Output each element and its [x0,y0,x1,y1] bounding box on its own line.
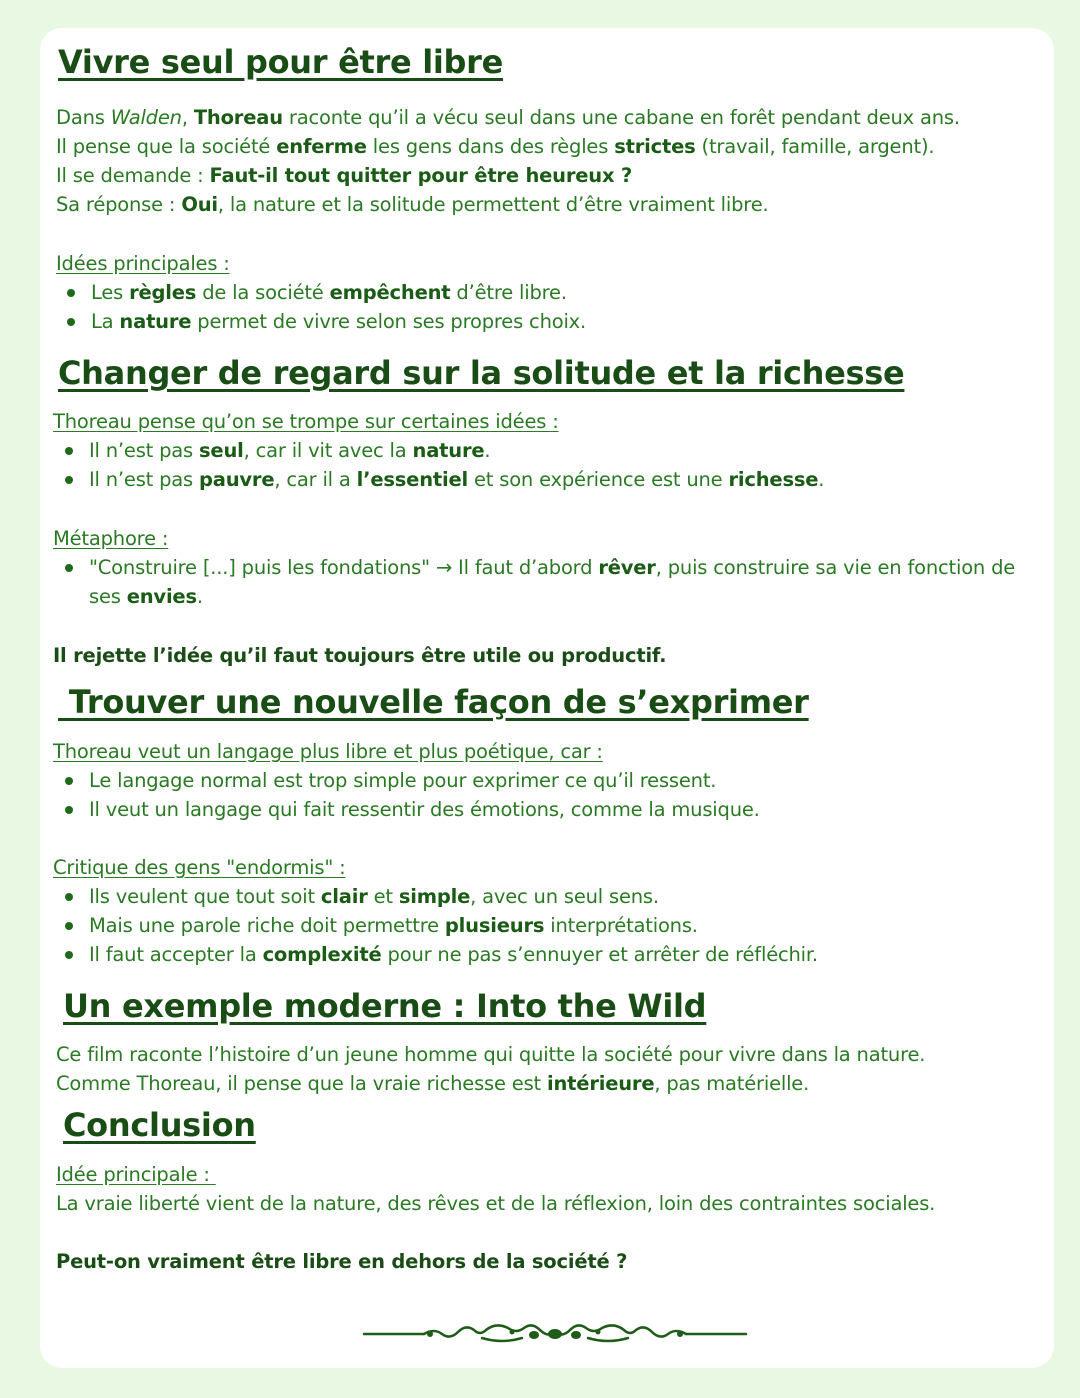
list-item: Ils veulent que tout soit clair et simple, avec un seul sens. [89,882,659,911]
paragraph-liberte: La vraie liberté vient de la nature, des rêves et de la réflexion, loin des contraintes sociales. [56,1192,936,1215]
list-item: Les règles de la société empêchent d’être libre. [91,278,567,307]
subheading-critique: Critique des gens "endormis" : [53,856,346,879]
section-title-changer-regard: Changer de regard sur la solitude et la richesse [58,354,905,392]
subheading-idee-principale: Idée principale : [56,1163,216,1186]
list-item: Il faut accepter la complexité pour ne pas s’ennuyer et arrêter de réfléchir. [89,940,818,969]
list-item: Il veut un langage qui fait ressentir des émotions, comme la musique. [89,795,760,824]
subheading-idees: Idées principales : [56,252,230,275]
statement-rejet: Il rejette l’idée qu’il faut toujours être utile ou productif. [53,644,667,667]
list-item: "Construire [...] puis les fondations" → Il faut d’abord rêver, puis construire sa vie en fonction de ses envies. [89,553,1039,611]
paragraph-walden: Dans Walden, Thoreau raconte qu’il a vécu seul dans une cabane en forêt pendant deux ans. [56,106,960,129]
subheading-idees-fausses: Thoreau pense qu’on se trompe sur certaines idées : [53,410,559,433]
subheading-langage: Thoreau veut un langage plus libre et plus poétique, car : [53,740,603,763]
subheading-metaphore: Métaphore : [53,527,169,550]
list-item: Mais une parole riche doit permettre plusieurs interprétations. [89,911,698,940]
list-item: La nature permet de vivre selon ses propres choix. [91,307,586,336]
paragraph-richesse: Comme Thoreau, il pense que la vraie richesse est intérieure, pas matérielle. [56,1072,810,1095]
list-item: Il n’est pas seul, car il vit avec la nature. [89,436,490,465]
paragraph-reponse: Sa réponse : Oui, la nature et la solitude permettent d’être vraiment libre. [56,193,769,216]
paragraph-question: Il se demande : Faut-il tout quitter pour être heureux ? [56,164,633,187]
section-title-conclusion: Conclusion [63,1106,256,1144]
paragraph-film: Ce film raconte l’histoire d’un jeune homme qui quitte la société pour vivre dans la nature. [56,1043,926,1066]
flourish-divider-icon [362,1318,748,1350]
section-title-into-the-wild: Un exemple moderne : Into the Wild [63,987,707,1025]
closing-question: Peut-on vraiment être libre en dehors de la société ? [56,1250,628,1273]
list-item: Il n’est pas pauvre, car il a l’essentiel et son expérience est une richesse. [89,465,824,494]
section-title-vivre-seul: Vivre seul pour être libre [58,43,504,81]
list-item: Le langage normal est trop simple pour exprimer ce qu’il ressent. [89,766,716,795]
section-title-exprimer: Trouver une nouvelle façon de s’exprimer [58,683,809,721]
paragraph-societe: Il pense que la société enferme les gens dans des règles strictes (travail, famille, argent). [56,135,935,158]
